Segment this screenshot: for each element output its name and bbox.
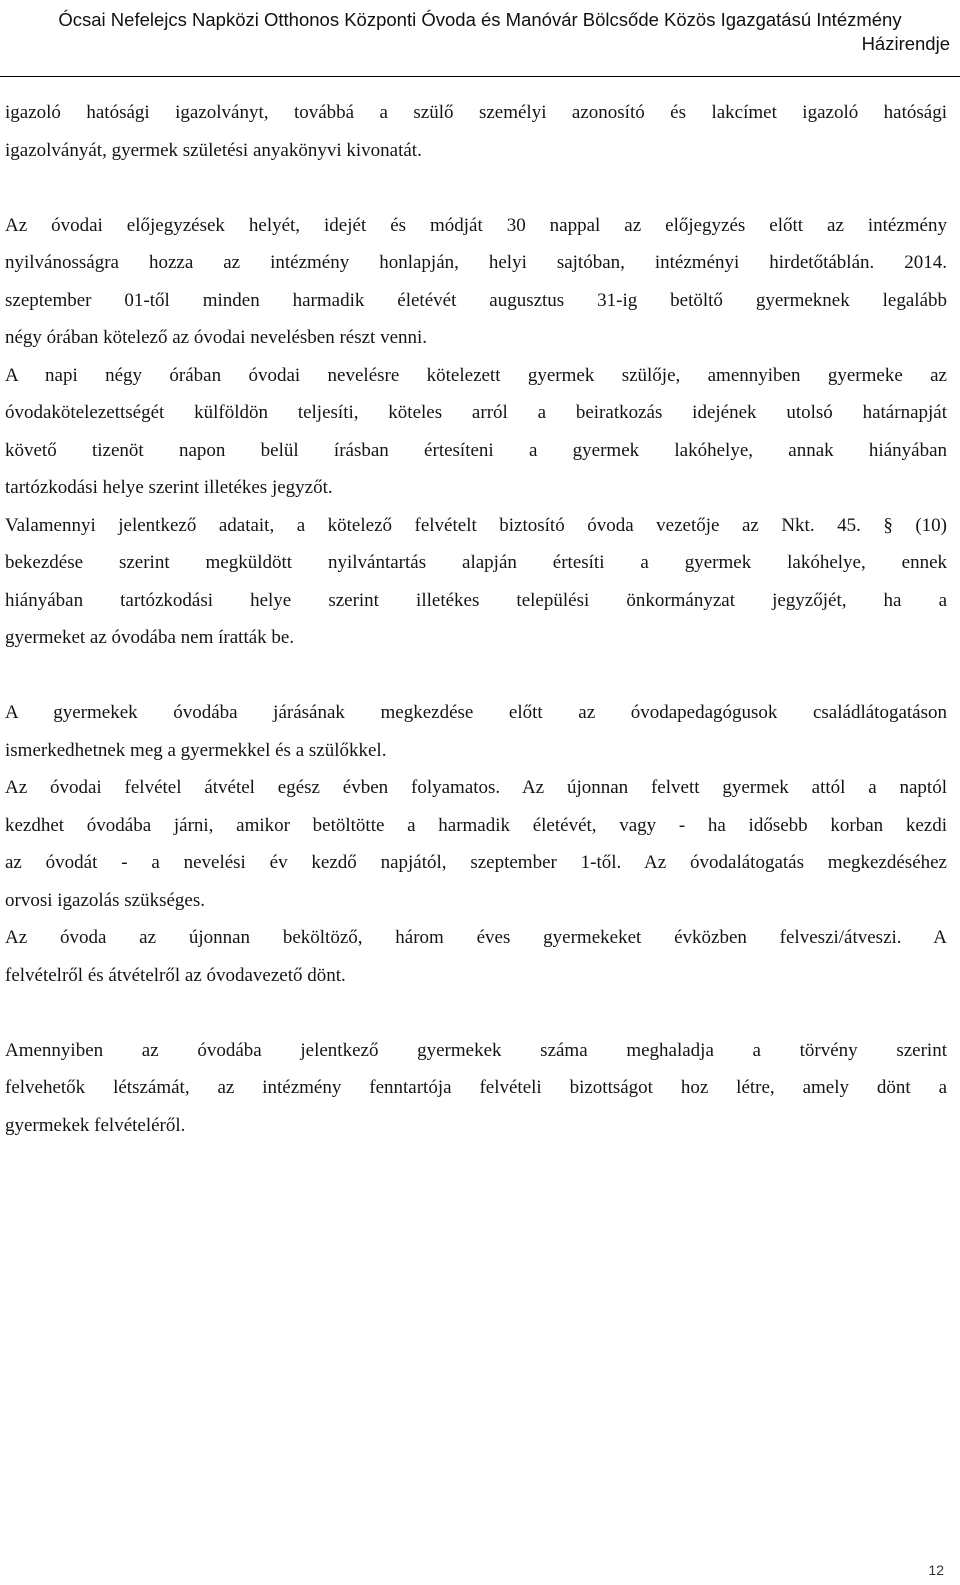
text-line: A gyermekek óvodába járásának megkezdése előtt az óvodapedagógusok családlátogatáson <box>5 702 947 723</box>
text-line: Amennyiben az óvodába jelentkező gyermekek száma meghaladja a törvény szerint <box>5 1039 947 1061</box>
text-line: felvételről és átvételről az óvodavezető dönt. <box>5 964 346 986</box>
paragraph <box>5 357 947 507</box>
document-body <box>5 94 947 1144</box>
text-line: Az óvodai felvétel átvétel egész évben folyamatos. Az újonnan felvett gyermek attól a naptól <box>5 777 947 798</box>
paragraph <box>5 769 947 919</box>
text-line: óvodakötelezettségét külföldön teljesíti, köteles arról a beiratkozás idejének utolsó határnapját <box>5 402 947 423</box>
paragraph <box>5 507 947 657</box>
text-line: az óvodát - a nevelési év kezdő napjától, szeptember 1-től. Az óvodalátogatás megkezdéséhez <box>5 852 947 873</box>
text-line: felvehetők létszámát, az intézmény fenntartója felvételi bizottságot hoz létre, amely dönt a <box>5 1077 947 1098</box>
paragraph <box>5 207 947 357</box>
paragraph <box>5 694 947 769</box>
header-organization: Ócsai Nefelejcs Napközi Otthonos Központi Óvoda és Manóvár Bölcsőde Közös Igazgatású Intézmény <box>58 9 902 30</box>
text-line: igazoló hatósági igazolványt, továbbá a szülő személyi azonosító és lakcímet igazoló hatósági <box>5 102 947 123</box>
text-line: A napi négy órában óvodai nevelésre kötelezett gyermek szülője, amennyiben gyermeke az <box>5 364 947 386</box>
header-document-title: Házirendje <box>861 33 950 54</box>
text-line: gyermeket az óvodába nem íratták be. <box>5 627 295 648</box>
paragraph <box>5 94 947 169</box>
paragraph <box>5 919 947 994</box>
text-line: igazolványát, gyermek születési anyakönyvi kivonatát. <box>5 139 422 161</box>
paragraph-gap <box>5 169 947 207</box>
text-line: ismerkedhetnek meg a gyermekkel és a szülőkkel. <box>5 739 387 761</box>
text-line: szeptember 01-től minden harmadik életévét augusztus 31-ig betöltő gyermeknek legalább <box>5 289 947 311</box>
text-line: orvosi igazolás szükséges. <box>5 889 205 911</box>
page-number: 12 <box>928 1562 944 1578</box>
text-line: bekezdése szerint megküldött nyilvántartás alapján értesíti a gyermek lakóhelye, ennek <box>5 552 947 573</box>
text-line: Az óvoda az újonnan beköltöző, három éves gyermekeket évközben felveszi/átveszi. A <box>5 927 947 948</box>
paragraph <box>5 1032 947 1145</box>
text-line: gyermekek felvételéről. <box>5 1114 186 1136</box>
text-line: Az óvodai előjegyzések helyét, idejét és módját 30 nappal az előjegyzés előtt az intézmény <box>5 214 947 236</box>
text-line: négy órában kötelező az óvodai nevelésben részt venni. <box>5 327 428 348</box>
text-line: követő tizenöt napon belül írásban értesíteni a gyermek lakóhelye, annak hiányában <box>5 439 947 461</box>
text-line: hiányában tartózkodási helye szerint illetékes települési önkormányzat jegyzőjét, ha a <box>5 589 947 611</box>
text-line: Valamennyi jelentkező adatait, a kötelező felvételt biztosító óvoda vezetője az Nkt. 45. § (10) <box>5 514 947 536</box>
paragraph-gap <box>5 994 947 1032</box>
page-header <box>0 0 960 77</box>
text-line: nyilvánosságra hozza az intézmény honlapján, helyi sajtóban, intézményi hirdetőtáblán. 2014. <box>5 252 947 273</box>
text-line: kezdhet óvodába járni, amikor betöltötte a harmadik életévét, vagy - ha idősebb korban kezdi <box>5 814 947 836</box>
paragraph-gap <box>5 657 947 695</box>
text-line: tartózkodási helye szerint illetékes jegyzőt. <box>5 477 333 498</box>
